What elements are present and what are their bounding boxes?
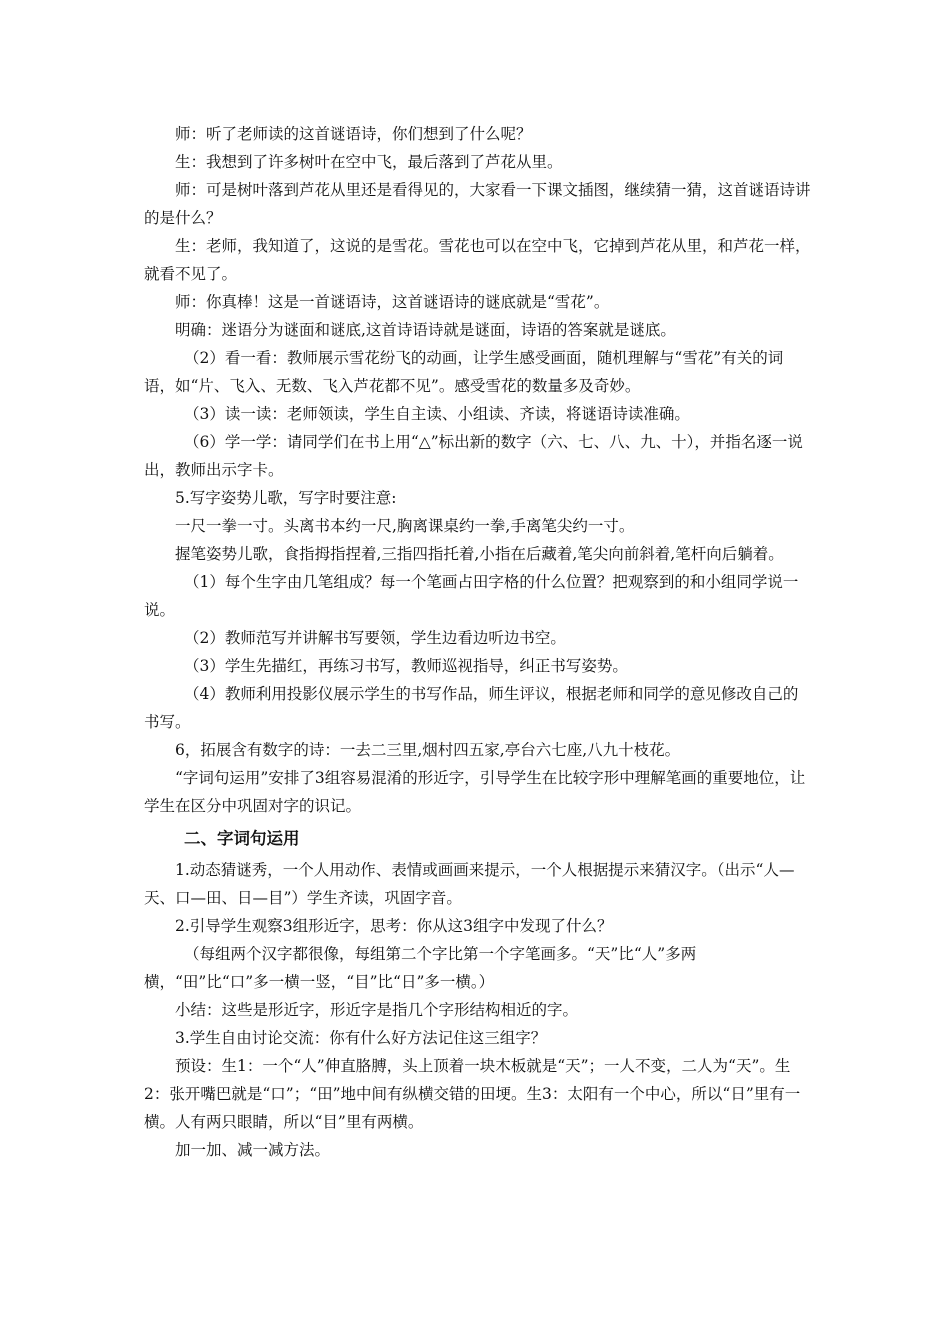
paragraph: （1）每个生字由几笔组成？每一个笔画占田字格的什么位置？把观察到的和小组同学说一说。	[144, 573, 799, 619]
paragraph: （每组两个汉字都很像，每组第二个字比第一个字笔画多。“天”比“人”多两横，“田”比“口”多一横一竖，“目”比“日”多一横。）	[144, 945, 697, 991]
paragraph: （6）学一学：请同学们在书上用“△”标出新的数字（六、七、八、九、十），并指名逐一说出，教师出示字卡。	[144, 433, 803, 479]
paragraph: 1.动态猜谜秀，一个人用动作、表情或画画来提示，一个人根据提示来猜汉字。（出示“人—天、口—田、日—目”）学生齐读，巩固字音。	[144, 861, 795, 907]
paragraph: 一尺一拳一寸。头离书本约一尺,胸离课桌约一拳,手离笔尖约一寸。	[175, 517, 635, 535]
paragraph: 5.写字姿势儿歌，写字时要注意:	[175, 489, 397, 507]
paragraph: 握笔姿势儿歌，食指拇指捏着,三指四指托着,小指在后藏着,笔尖向前斜着,笔杆向后躺着。	[175, 545, 784, 563]
paragraph: 师：听了老师读的这首谜语诗，你们想到了什么呢？	[175, 125, 532, 143]
paragraph: 预设：生1：一个“人”伸直胳膊，头上顶着一块木板就是“天”；一人不变，二人为“天”。生2：张开嘴巴就是“口”；“田”地中间有纵横交错的田埂。生3：太阳有一个中心，所以“日”里有一横。人有两只眼睛，所以“目”里有两横。	[144, 1057, 801, 1131]
paragraph: 加一加、减一减方法。	[175, 1141, 331, 1159]
paragraph: （2）教师范写并讲解书写要领，学生边看边听边书空。	[184, 629, 566, 647]
paragraph: 生：我想到了许多树叶在空中飞，最后落到了芦花从里。	[175, 153, 563, 171]
paragraph: 小结：这些是形近字，形近字是指几个字形结构相近的字。	[175, 1001, 579, 1019]
paragraph: 6，拓展含有数字的诗：一去二三里,烟村四五家,亭台六七座,八九十枝花。	[175, 741, 681, 759]
paragraph: 明确：迷语分为谜面和谜底,这首诗语诗就是谜面，诗语的答案就是谜底。	[175, 321, 676, 339]
section-heading: 二、字词句运用	[184, 829, 300, 848]
paragraph: （2）看一看：教师展示雪花纷飞的动画，让学生感受画面，随机理解与“雪花”有关的词语，如“片、飞入、无数、飞入芦花都不见”。感受雪花的数量多及奇妙。	[144, 349, 784, 395]
paragraph: 2.引导学生观察3组形近字，思考：你从这3组字中发现了什么？	[175, 917, 613, 935]
document-body	[144, 120, 812, 1164]
paragraph: “字词句运用”安排了3组容易混淆的形近字，引导学生在比较字形中理解笔画的重要地位，让学生在区分中巩固对字的识记。	[144, 769, 806, 815]
paragraph: 师：可是树叶落到芦花从里还是看得见的，大家看一下课文插图，继续猜一猜，这首谜语诗讲的是什么？	[144, 181, 811, 227]
paragraph: （4）教师利用投影仪展示学生的书写作品，师生评议，根据老师和同学的意见修改自己的书写。	[144, 685, 799, 731]
paragraph: 3.学生自由讨论交流：你有什么好方法记住这三组字？	[175, 1029, 547, 1047]
paragraph: （3）读一读：老师领读，学生自主读、小组读、齐读，将谜语诗读准确。	[184, 405, 690, 423]
paragraph: （3）学生先描红，再练习书写，教师巡视指导，纠正书写姿势。	[184, 657, 628, 675]
paragraph: 生：老师，我知道了，这说的是雪花。雪花也可以在空中飞，它掉到芦花从里，和芦花一样，就看不见了。	[144, 237, 811, 283]
paragraph: 师：你真棒！这是一首谜语诗，这首谜语诗的谜底就是“雪花”。	[175, 293, 610, 311]
